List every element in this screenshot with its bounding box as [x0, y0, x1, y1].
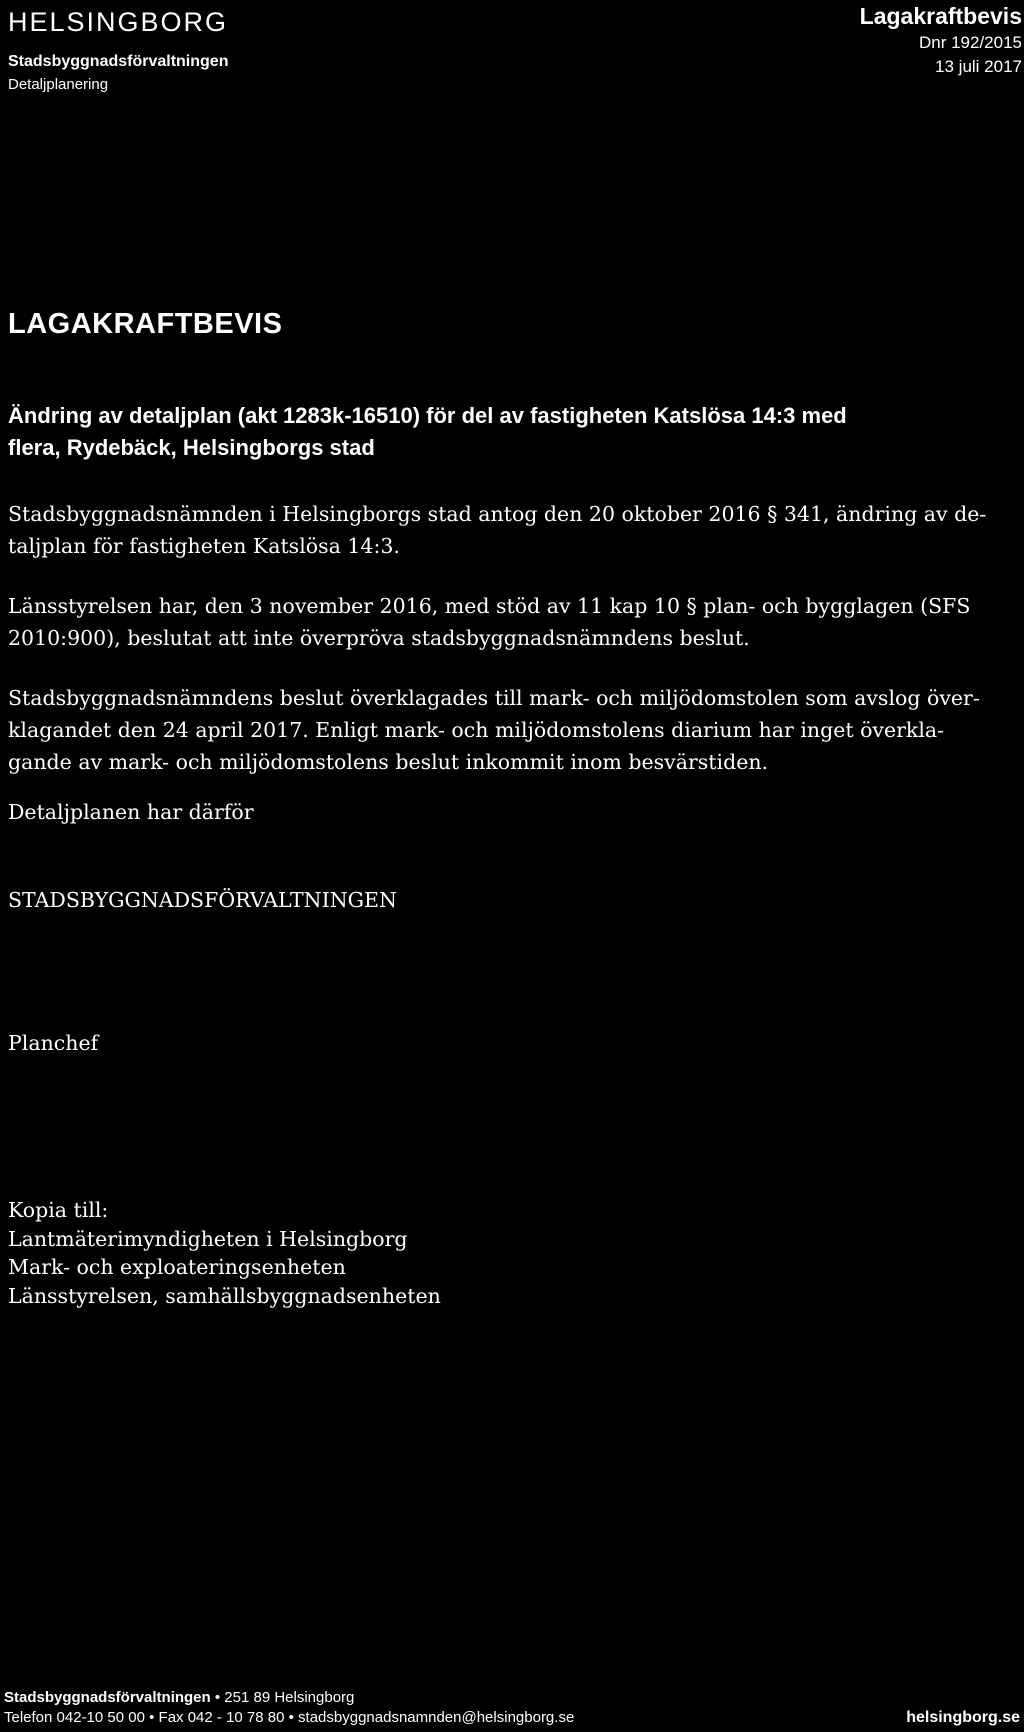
footer-address-line — [4, 1688, 1020, 1708]
document-subject — [8, 400, 1013, 464]
document-type: Lagakraftbevis — [859, 3, 1022, 29]
signature-organisation: STADSBYGGNADSFÖRVALTNINGEN — [8, 888, 397, 912]
document-meta — [860, 2, 1022, 78]
copy-to-recipient: Mark- och exploateringsenheten — [8, 1255, 346, 1279]
organisation-header — [8, 6, 228, 96]
document-number: Dnr 192/2015 — [918, 33, 1022, 52]
copy-to-list — [8, 1196, 441, 1310]
copy-to-label: Kopia till: — [8, 1198, 109, 1222]
subject-line: flera, Rydebäck, Helsingborgs stad — [8, 435, 375, 460]
paragraph-line: gande av mark- och miljödomstolens beslut inkommit inom besvärstiden. — [8, 750, 769, 774]
subject-line: Ändring av detaljplan (akt 1283k-16510) för del av fastigheten Katslösa 14:3 med — [8, 403, 847, 428]
paragraph-conclusion: Detaljplanen har därför — [8, 800, 254, 824]
paragraph-line: taljplan för fastigheten Katslösa 14:3. — [8, 534, 400, 558]
footer-address: • 251 89 Helsingborg — [210, 1689, 355, 1706]
paragraph-county-board — [8, 590, 1008, 654]
document-title: LAGAKRAFTBEVIS — [8, 308, 283, 340]
department-name: Stadsbyggnadsförvaltningen — [8, 53, 229, 70]
paragraph-adoption — [8, 498, 1008, 562]
copy-to-recipient: Länsstyrelsen, samhällsbyggnadsenheten — [8, 1283, 441, 1308]
page-footer — [4, 1688, 1020, 1728]
document-date: 13 juli 2017 — [935, 57, 1022, 76]
signature-role: Planchef — [8, 1031, 99, 1055]
footer-contact-line: Telefon 042-10 50 00 • Fax 042 - 10 78 80 • stadsbyggnadsnamnden@helsingborg.se — [4, 1709, 575, 1726]
paragraph-line: klagandet den 24 april 2017. Enligt mark- och miljödomstolens diarium har inget överkla- — [8, 718, 945, 742]
paragraph-line: Stadsbyggnadsnämndens beslut överklagades till mark- och miljödomstolen som avslog över- — [8, 686, 980, 710]
paragraph-appeal — [8, 682, 1008, 778]
copy-to-recipient: Lantmäterimyndigheten i Helsingborg — [8, 1226, 408, 1251]
footer-website: helsingborg.se — [906, 1709, 1020, 1726]
paragraph-line: Stadsbyggnadsnämnden i Helsingborgs stad antog den 20 oktober 2016 § 341, ändring av de- — [8, 502, 987, 526]
unit-name: Detaljplanering — [8, 76, 109, 93]
paragraph-line: Länsstyrelsen har, den 3 november 2016, med stöd av 11 kap 10 § plan- och bygglagen (SFS — [8, 594, 971, 618]
organisation-name: HELSINGBORG — [8, 7, 229, 37]
paragraph-line: 2010:900), beslutat att inte överpröva stadsbyggnadsnämndens beslut. — [8, 626, 750, 650]
footer-department: Stadsbyggnadsförvaltningen — [4, 1689, 211, 1706]
